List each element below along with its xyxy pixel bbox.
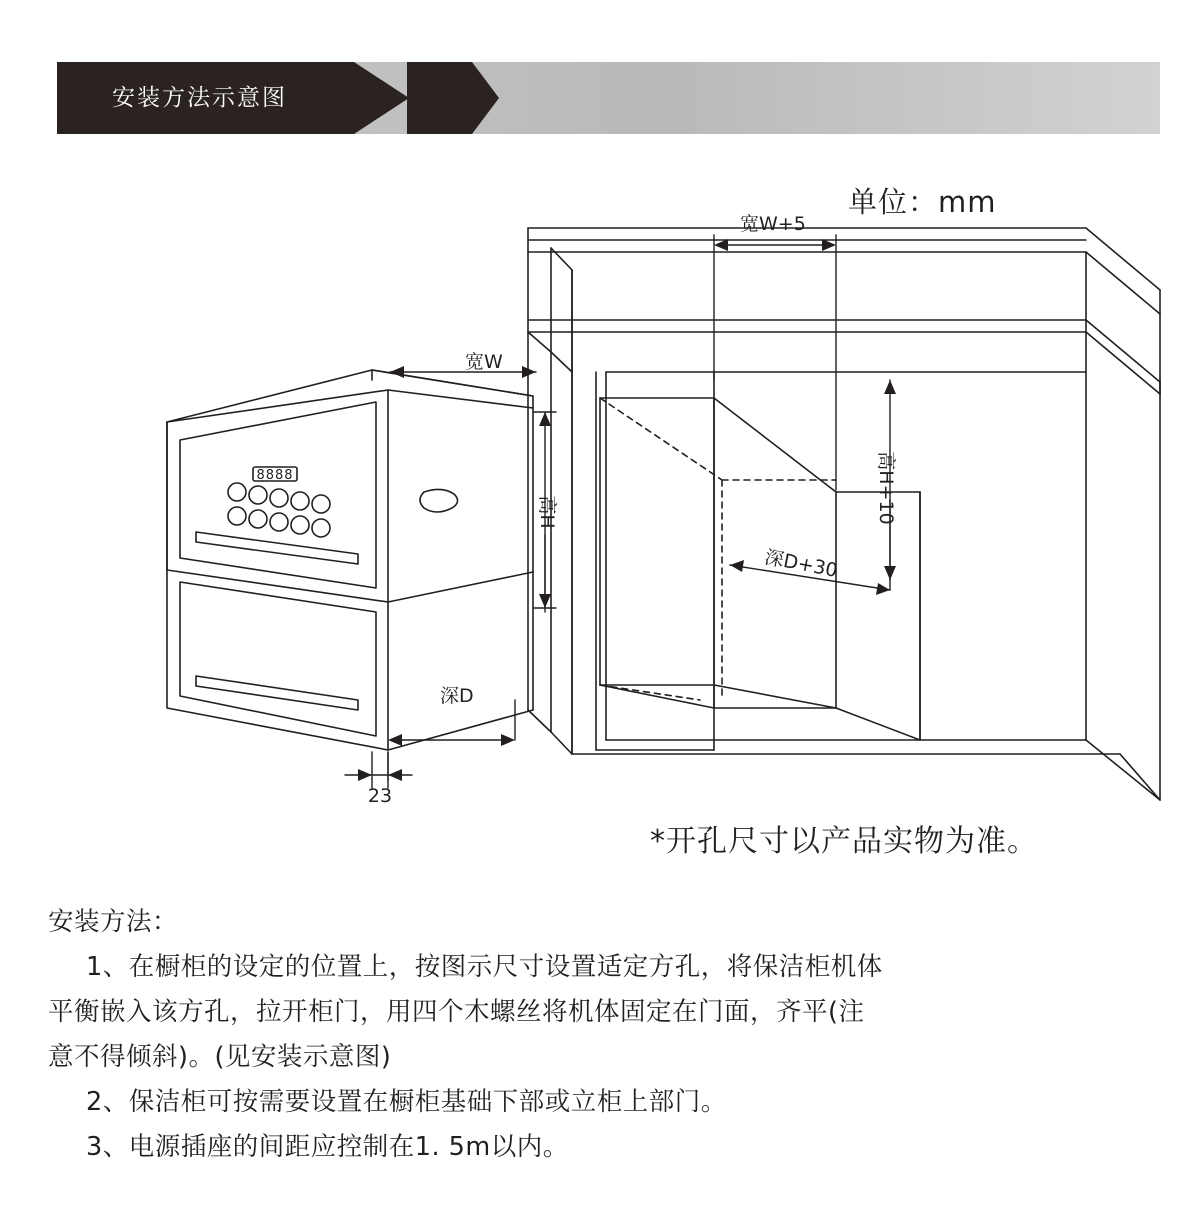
dim-width-product-label: 宽W — [465, 351, 503, 373]
opening-size-note: *开孔尺寸以产品实物为准。 — [650, 824, 1038, 859]
dim-depth-opening-label: 深D+30 — [762, 546, 840, 582]
instruction-line: 平衡嵌入该方孔，拉开柜门，用四个木螺丝将机体固定在门面，齐平(注 — [48, 997, 865, 1027]
unit-label: 单位：mm — [848, 185, 997, 219]
dim-door-thickness-label: 23 — [367, 785, 393, 807]
instruction-line: 3、电源插座的间距应控制在1. 5m以内。 — [86, 1132, 569, 1162]
installation-diagram — [0, 140, 1200, 870]
page-title: 安装方法示意图 — [112, 85, 287, 111]
dim-depth-product-label: 深D — [440, 685, 474, 707]
instruction-line: 2、保洁柜可按需要设置在橱柜基础下部或立柜上部门。 — [86, 1087, 727, 1117]
display-value: 8888 — [256, 468, 294, 483]
section-header-banner — [57, 62, 1160, 134]
dim-width-opening-label: 宽W+5 — [740, 213, 806, 235]
dim-height-product-label: 高H — [536, 495, 558, 529]
installation-instructions — [48, 900, 1098, 1170]
instructions-heading: 安装方法： — [48, 907, 179, 937]
instruction-line: 意不得倾斜)。(见安装示意图) — [48, 1042, 392, 1072]
dim-height-opening-label: 高H+10 — [875, 451, 897, 525]
instruction-line: 1、在橱柜的设定的位置上，按图示尺寸设置适定方孔，将保洁柜机体 — [86, 952, 883, 982]
